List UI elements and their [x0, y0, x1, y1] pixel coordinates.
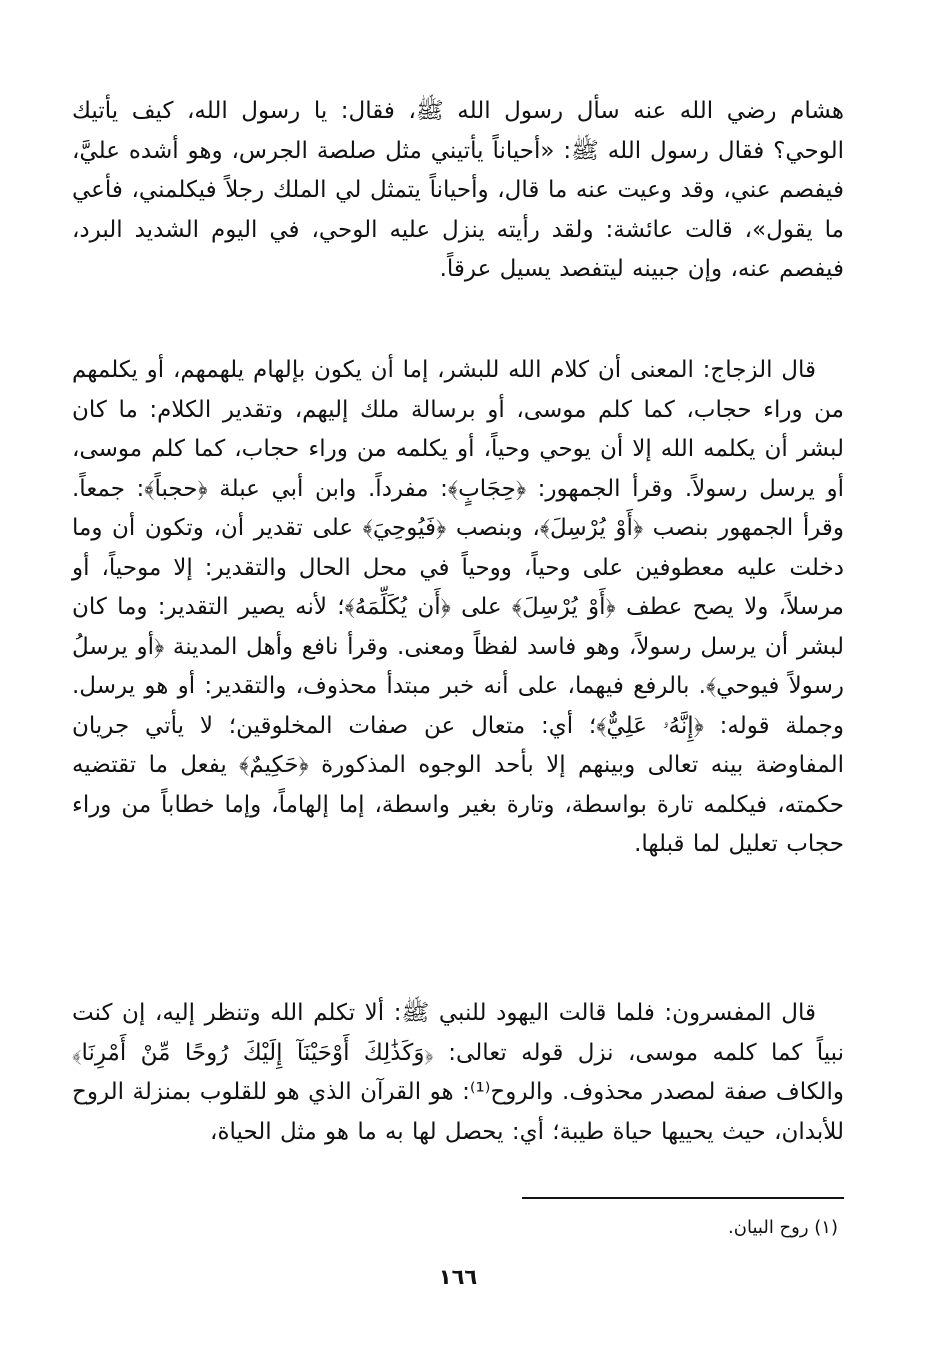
footnote: (١) روح البيان.: [728, 1217, 838, 1238]
paragraph-2: قال الزجاج: المعنى أن كلام الله للبشر، إما أن يكون بإلهام يلهمهم، أو يكلمهم من وراء حجاب، كما كلم موسى، أو برسالة ملك إليهم، وتقدير الكلام: ما كان لبشر أن يكلمه الله إلا أن يوحي وحياً، أو يكلمه من وراء حجاب، كما كلم موسى، أو يرسل رسولاً. وقرأ الجمهور: ﴿حِجَابٍ﴾: مفرداً. وابن أبي عبلة ﴿حجباً﴾: جمعاً. وقرأ الجمهور بنصب ﴿أَوْ يُرْسِلَ﴾، وبنصب ﴿فَيُوحِيَ﴾ على تقدير أن، وتكون أن وما دخلت عليه معطوفين على وحياً، ووحياً في محل الحال والتقدير: إلا موحياً، أو مرسلاً، ولا يصح عطف ﴿أَوْ يُرْسِلَ﴾ على ﴿أَن يُكَلِّمَهُ﴾؛ لأنه يصير التقدير: وما كان لبشر أن يرسل رسولاً، وهو فاسد لفظاً ومعنى. وقرأ نافع وأهل المدينة ﴿أو يرسلُ رسولاً فيوحي﴾. بالرفع فيهما، على أنه خبر مبتدأ محذوف، والتقدير: أو هو يرسل. وجملة قوله: ﴿إِنَّهُۥ عَلِيٌّ﴾؛ أي: متعال عن صفات المخلوقين؛ لا يأتي جريان المفاوضة بينه تعالى وبينهم إلا بأحد الوجوه المذكورة ﴿حَكِيمٌ﴾ يفعل ما تقتضيه حكمته، فيكلمه تارة بواسطة، وتارة بغير واسطة، إما إلهاماً، وإما خطاباً من وراء حجاب تعليل لما قبلها.: [72, 357, 844, 857]
paragraph-3: قال المفسرون: فلما قالت اليهود للنبي ﷺ: ألا تكلم الله وتنظر إليه، إن كنت نبياً كما كلمه موسى، نزل قوله تعالى: ﴿وَكَذَٰلِكَ أَوْحَيْنَآ إِلَيْكَ رُوحًا مِّنْ أَمْرِنَا﴾ والكاف صفة لمصدر محذوف. والروح⁽¹⁾: هو القرآن الذي هو للقلوب بمنزلة الروح للأبدان، حيث يحييها حياة طيبة؛ أي: يحصل لها به ما هو مثل الحياة،: [72, 1000, 844, 1145]
page-number: ١٦٦: [438, 1265, 478, 1289]
footnote-separator: [522, 1197, 844, 1199]
document-page: [72, 92, 844, 1342]
paragraph-1: هشام رضي الله عنه سأل رسول الله ﷺ، فقال: يا رسول الله، كيف يأتيك الوحي؟ فقال رسول الله ﷺ: «أحياناً يأتيني مثل صلصة الجرس، وهو أشده عليَّ، فيفصم عني، وقد وعيت عنه ما قال، وأحياناً يتمثل لي الملك رجلاً فيكلمني، فأعي ما يقول»، قالت عائشة: ولقد رأيته ينزل عليه الوحي، في اليوم الشديد البرد، فيفصم عنه، وإن جبينه ليتفصد يسيل عرقاً.: [72, 98, 844, 282]
